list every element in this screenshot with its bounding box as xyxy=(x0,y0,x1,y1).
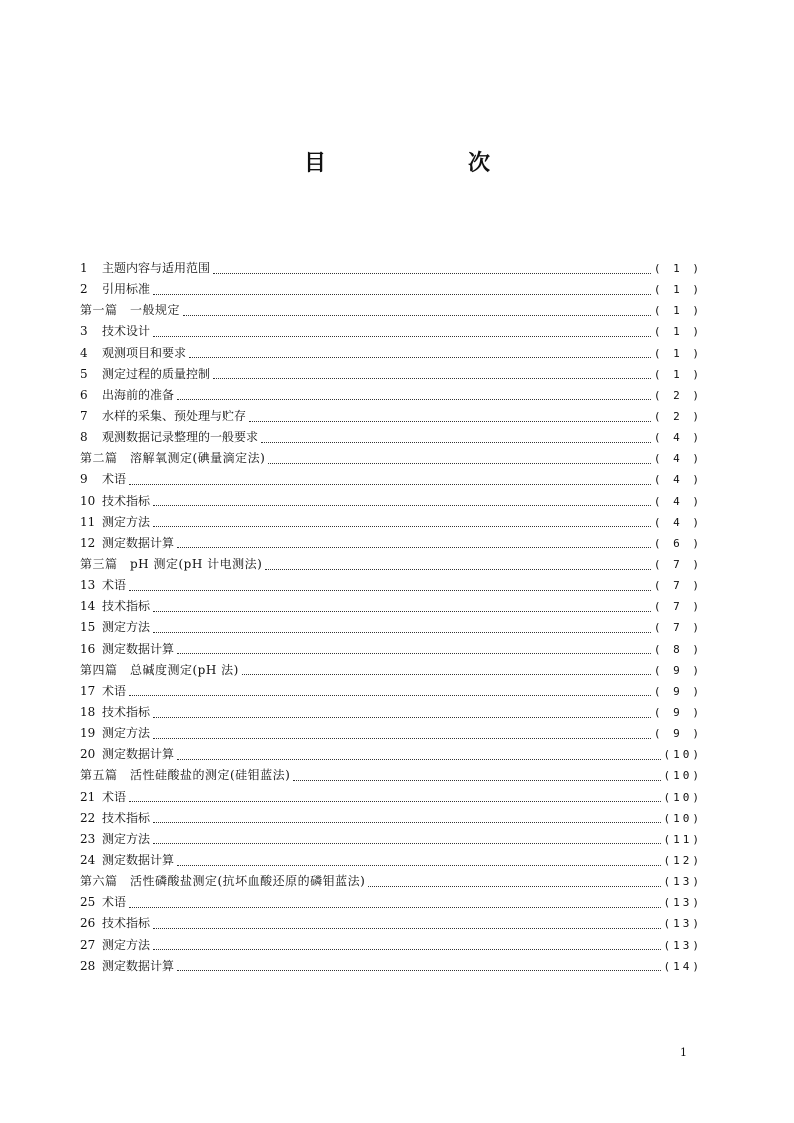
toc-entry xyxy=(80,744,702,765)
dot-leader xyxy=(153,737,651,739)
toc-entry-page: ( 2 ) xyxy=(653,388,702,402)
toc-entry-label: 术语 xyxy=(102,895,127,910)
dot-leader xyxy=(261,441,651,443)
dot-leader xyxy=(268,462,651,464)
dot-leader xyxy=(129,906,660,908)
toc-entry-number: 27 xyxy=(80,937,96,952)
dot-leader xyxy=(129,800,660,802)
toc-entry xyxy=(80,491,702,512)
toc-part-heading xyxy=(80,765,702,786)
toc-entry-label: 测定数据计算 xyxy=(102,852,175,867)
toc-entry-page: (13) xyxy=(663,917,702,931)
toc-entry-page: ( 9 ) xyxy=(653,684,702,698)
toc-entry-label: 主题内容与适用范围 xyxy=(102,261,211,275)
toc-entry-page: (13) xyxy=(663,896,702,910)
toc-entry xyxy=(80,512,702,533)
toc-entry-page: (10) xyxy=(663,790,702,804)
toc-entry-label: 测定方法 xyxy=(102,620,151,635)
toc-entry xyxy=(80,617,702,638)
toc-entry-label: 技术指标 xyxy=(102,916,151,931)
toc-entry-number: 16 xyxy=(80,641,96,656)
toc-entry-label: 技术设计 xyxy=(102,324,151,339)
toc-entry-page: ( 7 ) xyxy=(653,579,702,593)
toc-entry-page: (12) xyxy=(663,853,702,867)
dot-leader xyxy=(213,377,651,379)
toc-entry-number: 25 xyxy=(80,895,96,910)
dot-leader xyxy=(153,335,651,337)
toc-entry-page: (13) xyxy=(663,875,702,889)
toc-entry xyxy=(80,913,702,934)
dot-leader xyxy=(153,504,651,506)
footer-page-number: 1 xyxy=(680,1046,687,1059)
dot-leader xyxy=(153,610,651,612)
toc-entry-number: 10 xyxy=(80,493,96,508)
toc-entry-page: ( 2 ) xyxy=(653,409,702,423)
toc-entry-label: 测定数据计算 xyxy=(102,958,175,973)
toc-entry-number: 7 xyxy=(80,408,88,423)
toc-entry-label: 测定方法 xyxy=(102,726,151,741)
toc-entry-label: 测定方法 xyxy=(102,831,151,846)
toc-entry-label: 术语 xyxy=(102,789,127,804)
toc-entry-number: 1 xyxy=(80,261,88,275)
dot-leader xyxy=(242,673,651,675)
toc-part-heading xyxy=(80,871,702,892)
page-title: 目 次 xyxy=(303,150,550,176)
toc-entry-page: ( 7 ) xyxy=(653,557,702,571)
dot-leader xyxy=(368,885,660,887)
toc-entry xyxy=(80,406,702,427)
dot-leader xyxy=(213,272,651,274)
toc-entry xyxy=(80,808,702,829)
toc-entry xyxy=(80,258,702,279)
toc-entry-label: 测定数据计算 xyxy=(102,641,175,656)
dot-leader xyxy=(177,864,660,866)
toc-entry-label: 第三篇 pH 测定(pH 计电测法) xyxy=(80,556,263,571)
toc-entry-label: 测定数据计算 xyxy=(102,747,175,762)
toc-entry-page: ( 4 ) xyxy=(653,431,702,445)
toc-entry-label: 水样的采集、预处理与贮存 xyxy=(102,408,247,423)
toc-entry xyxy=(80,935,702,956)
dot-leader xyxy=(183,314,651,316)
toc-entry-number: 2 xyxy=(80,282,88,297)
toc-entry-number: 5 xyxy=(80,366,88,381)
toc-entry-page: ( 4 ) xyxy=(653,515,702,529)
dot-leader xyxy=(177,969,660,971)
toc-part-heading xyxy=(80,448,702,469)
toc-entry xyxy=(80,892,702,913)
toc-entry-label: 第一篇 一般规定 xyxy=(80,303,181,318)
toc-entry-number: 4 xyxy=(80,345,88,360)
toc-entry-page: (10) xyxy=(663,811,702,825)
toc-entry xyxy=(80,385,702,406)
toc-entry-page: ( 4 ) xyxy=(653,452,702,466)
toc-entry-number: 26 xyxy=(80,916,96,931)
toc-entry-page: ( 7 ) xyxy=(653,621,702,635)
dot-leader xyxy=(153,293,651,295)
toc-entry-label: 术语 xyxy=(102,578,127,593)
dot-leader xyxy=(129,694,651,696)
dot-leader xyxy=(153,842,660,844)
toc-entry-number: 12 xyxy=(80,535,96,550)
toc-entry-label: 观测数据记录整理的一般要求 xyxy=(102,430,259,445)
dot-leader xyxy=(153,927,660,929)
toc-entry-number: 24 xyxy=(80,852,96,867)
toc-entry-number: 13 xyxy=(80,578,96,593)
toc-entry xyxy=(80,279,702,300)
toc-entry-label: 术语 xyxy=(102,683,127,698)
toc-entry-number: 8 xyxy=(80,430,88,445)
toc-entry-page: ( 1 ) xyxy=(653,304,702,318)
toc-entry xyxy=(80,596,702,617)
toc-entry-label: 第六篇 活性磷酸盐测定(抗坏血酸还原的磷钼蓝法) xyxy=(80,874,366,889)
toc-entry-page: ( 1 ) xyxy=(653,367,702,381)
toc-entry-number: 21 xyxy=(80,789,96,804)
toc-entry-number: 15 xyxy=(80,620,96,635)
toc-entry-page: ( 6 ) xyxy=(653,536,702,550)
toc-entry-page: ( 7 ) xyxy=(653,600,702,614)
dot-leader xyxy=(153,948,660,950)
toc-entry-page: ( 9 ) xyxy=(653,663,702,677)
dot-leader xyxy=(129,589,651,591)
dot-leader xyxy=(177,398,651,400)
toc-entry xyxy=(80,321,702,342)
toc-entry-page: ( 4 ) xyxy=(653,473,702,487)
toc-entry-page: ( 1 ) xyxy=(653,325,702,339)
toc-entry-label: 测定过程的质量控制 xyxy=(102,366,211,381)
toc-entry xyxy=(80,343,702,364)
toc-entry-label: 测定方法 xyxy=(102,514,151,529)
dot-leader xyxy=(293,779,660,781)
toc-entry xyxy=(80,469,702,490)
toc-entry-label: 技术指标 xyxy=(102,493,151,508)
toc-entry-page: ( 9 ) xyxy=(653,705,702,719)
toc-entry-label: 技术指标 xyxy=(102,599,151,614)
toc-entry-label: 第五篇 活性硅酸盐的测定(硅钼蓝法) xyxy=(80,768,291,783)
toc-entry xyxy=(80,850,702,871)
toc-entry-label: 引用标准 xyxy=(102,282,151,297)
toc-entry xyxy=(80,702,702,723)
toc-entry-number: 11 xyxy=(80,514,96,529)
toc-entry-page: (10) xyxy=(663,769,702,783)
toc-entry-page: (11) xyxy=(663,832,702,846)
toc-entry-label: 第二篇 溶解氧测定(碘量滴定法) xyxy=(80,451,266,466)
toc-entry-page: ( 9 ) xyxy=(653,727,702,741)
dot-leader xyxy=(177,546,651,548)
toc-entry-label: 出海前的准备 xyxy=(102,387,175,402)
toc-entry-number: 14 xyxy=(80,599,96,614)
toc-entry-number: 3 xyxy=(80,324,88,339)
toc-entry xyxy=(80,533,702,554)
dot-leader xyxy=(265,568,651,570)
toc-entry-number: 9 xyxy=(80,472,88,487)
toc-entry-number: 18 xyxy=(80,704,96,719)
toc-entry-page: ( 4 ) xyxy=(653,494,702,508)
toc-entry-page: (13) xyxy=(663,938,702,952)
toc-entry-page: ( 1 ) xyxy=(653,283,702,297)
toc-entry-label: 术语 xyxy=(102,472,127,487)
dot-leader xyxy=(153,716,651,718)
toc-entry-number: 6 xyxy=(80,387,88,402)
toc-entry-number: 22 xyxy=(80,810,96,825)
dot-leader xyxy=(153,631,651,633)
toc-entry-page: (14) xyxy=(663,959,702,973)
toc-part-heading xyxy=(80,554,702,575)
toc-entry xyxy=(80,829,702,850)
toc-entry-label: 第四篇 总碱度测定(pH 法) xyxy=(80,662,239,677)
dot-leader xyxy=(189,356,651,358)
toc-entry-number: 23 xyxy=(80,831,96,846)
toc-part-heading xyxy=(80,660,702,681)
table-of-contents xyxy=(80,258,702,977)
toc-entry-number: 17 xyxy=(80,683,96,698)
toc-entry xyxy=(80,427,702,448)
toc-entry xyxy=(80,723,702,744)
dot-leader xyxy=(153,525,651,527)
toc-entry-page: ( 1 ) xyxy=(653,262,702,275)
toc-entry xyxy=(80,364,702,385)
dot-leader xyxy=(129,483,651,485)
toc-entry-page: ( 1 ) xyxy=(653,346,702,360)
dot-leader xyxy=(249,420,651,422)
toc-entry-page: (10) xyxy=(663,748,702,762)
toc-entry xyxy=(80,681,702,702)
toc-entry xyxy=(80,639,702,660)
toc-entry-label: 测定方法 xyxy=(102,937,151,952)
toc-part-heading xyxy=(80,300,702,321)
toc-entry-number: 19 xyxy=(80,726,96,741)
toc-entry xyxy=(80,787,702,808)
toc-entry xyxy=(80,575,702,596)
toc-entry-label: 技术指标 xyxy=(102,704,151,719)
dot-leader xyxy=(153,821,660,823)
toc-entry-page: ( 8 ) xyxy=(653,642,702,656)
toc-entry-number: 28 xyxy=(80,958,96,973)
dot-leader xyxy=(177,758,660,760)
toc-entry-number: 20 xyxy=(80,747,96,762)
toc-entry xyxy=(80,956,702,977)
toc-entry-label: 技术指标 xyxy=(102,810,151,825)
toc-entry-label: 观测项目和要求 xyxy=(102,345,187,360)
toc-entry-label: 测定数据计算 xyxy=(102,535,175,550)
dot-leader xyxy=(177,652,651,654)
